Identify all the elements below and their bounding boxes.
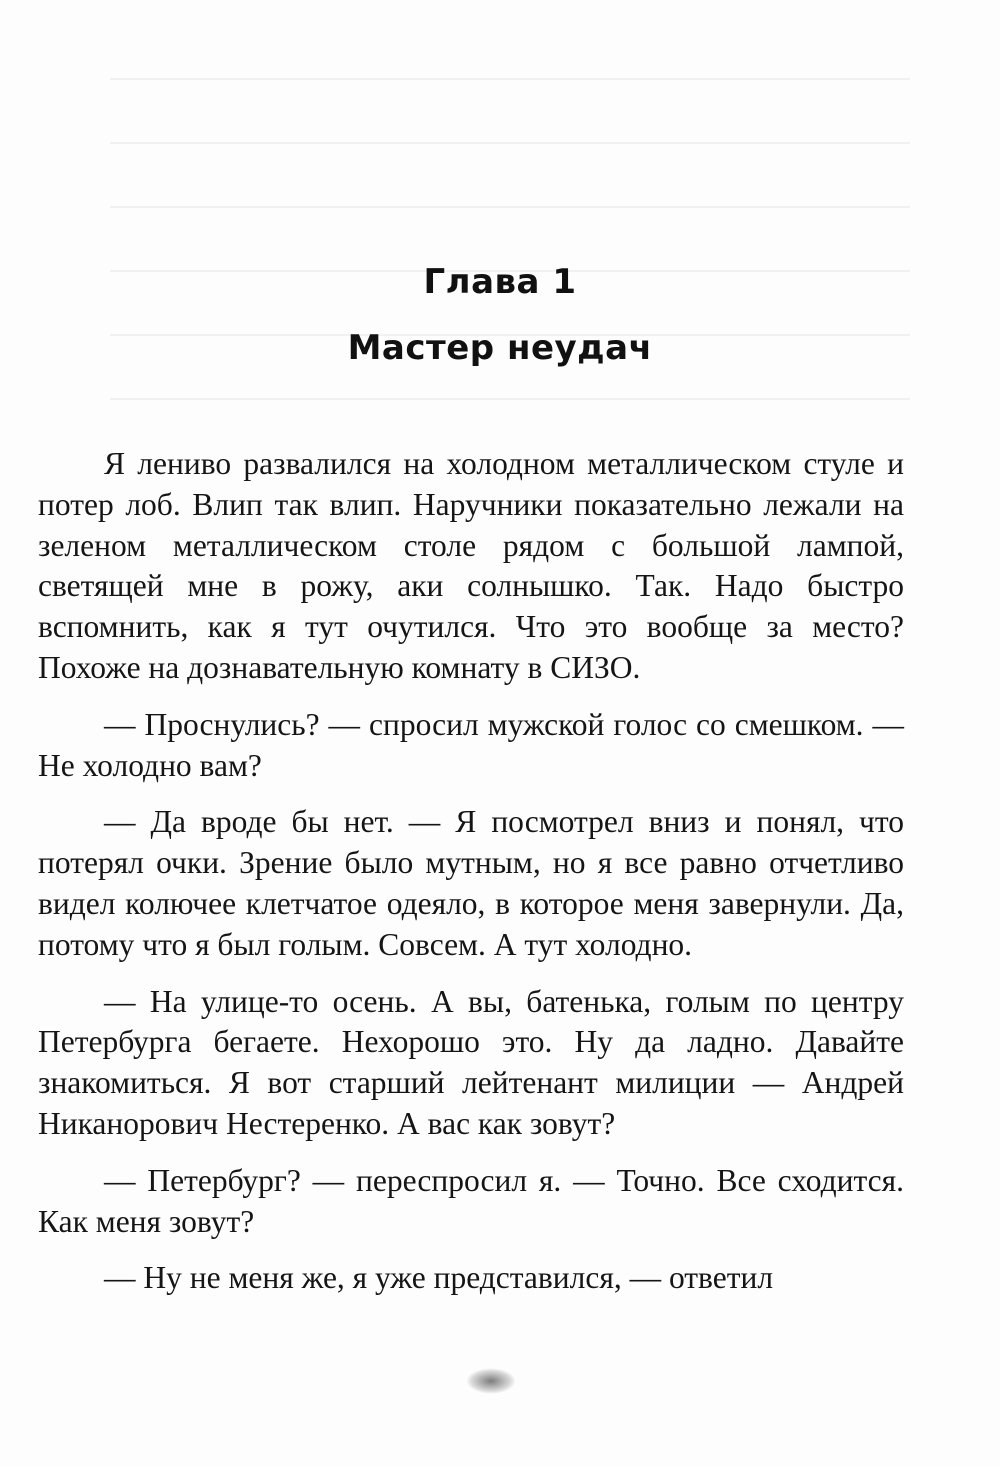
chapter-body [38, 444, 904, 1315]
paragraph-2: — Проснулись? — спросил мужской голос со смешком. — Не холодно вам? [38, 706, 904, 783]
paragraph-6: — Ну не меня же, я уже представился, — ответил [104, 1260, 774, 1296]
paragraph-5: — Петербург? — переспросил я. — Точно. Все сходится. Как меня зовут? [38, 1162, 904, 1239]
chapter-number: Глава 1 [423, 262, 577, 302]
paragraph-3: — Да вроде бы нет. — Я посмотрел вниз и понял, что потерял очки. Зрение было мутным, но я все равно отчетливо видел колючее клетчатое одеяло, в которое меня завернули. Да, потому что я был голым. Совсем. А тут холодно. [38, 804, 904, 962]
paragraph-4: — На улице-то осень. А вы, батенька, голым по центру Петербурга бегаете. Нехорошо это. Ну да ладно. Давайте знакомиться. Я вот старший лейтенант милиции — Андрей Никанорович Нестеренко. А вас как зовут? [38, 983, 904, 1141]
chapter-title: Мастер неудач [347, 328, 653, 368]
ink-smudge [466, 1368, 516, 1394]
paragraph-1: Я лениво развалился на холодном металлическом стуле и потер лоб. Влип так влип. Наручники показательно лежали на зеленом металлическом столе рядом с большой лампой, светящей мне в рожу, аки солнышко. Так. Надо быстро вспомнить, как я тут очутился. Что это вообще за место? Похоже на дознавательную комнату в СИЗО. [38, 446, 904, 685]
